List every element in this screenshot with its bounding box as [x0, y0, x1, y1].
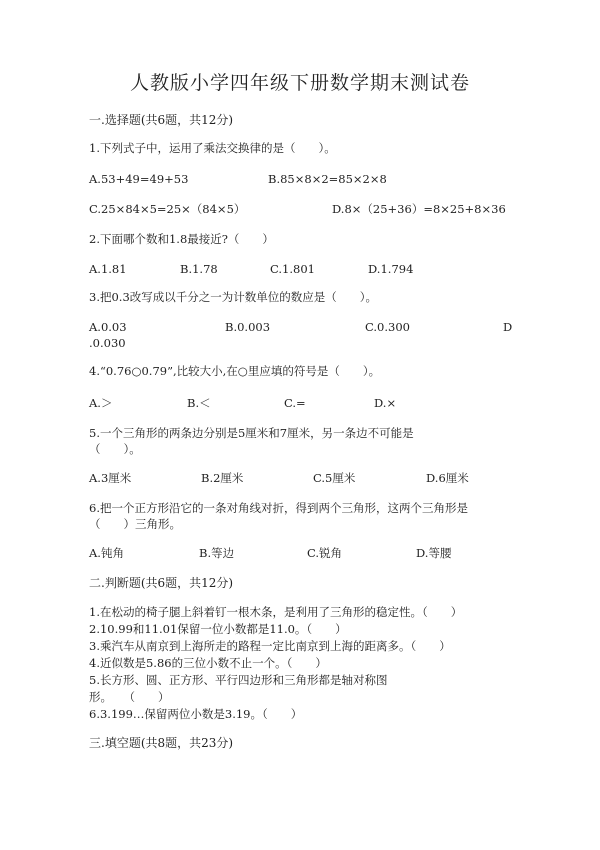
question-1-option-b: B.85×8×2=85×2×8 [268, 172, 387, 186]
question-2-option-d: D.1.794 [368, 262, 414, 276]
judgment-item-2: 2.10.99和11.01保留一位小数都是11.0。（ ） [89, 622, 347, 636]
question-4-stem: 4.“0.76○0.79”,比较大小,在○里应填的符号是（ ）。 [89, 364, 381, 378]
judgment-item-1: 1.在松动的椅子腿上斜着钉一根木条，是利用了三角形的稳定性。（ ） [89, 605, 463, 619]
question-4-option-a: A.＞ [89, 396, 113, 410]
page-title: 人教版小学四年级下册数学期末测试卷 [129, 72, 470, 94]
question-4-option-c: C.= [284, 396, 306, 410]
question-6-option-d: D.等腰 [416, 546, 452, 560]
question-5-option-c: C.5厘米 [313, 471, 356, 485]
judgment-item-5: 5.长方形、圆、正方形、平行四边形和三角形都是轴对称图 [89, 673, 388, 687]
question-5-stem-cont: （ ）。 [89, 442, 141, 456]
question-6-option-c: C.锐角 [307, 546, 343, 560]
question-3-option-b: B.0.003 [225, 320, 271, 334]
question-5-stem: 5.一个三角形的两条边分别是5厘米和7厘米，另一条边不可能是 [89, 426, 414, 440]
question-2-option-c: C.1.801 [270, 262, 315, 276]
question-5-option-b: B.2厘米 [201, 471, 244, 485]
section-heading-judgment: 二.判断题(共6题，共12分) [89, 576, 234, 590]
question-3-option-d: D [503, 320, 513, 334]
question-6-option-b: B.等边 [199, 546, 235, 560]
question-1-option-a: A.53+49=49+53 [89, 172, 189, 186]
question-6-option-a: A.钝角 [89, 546, 124, 560]
question-6-stem: 6.把一个正方形沿它的一条对角线对折，得到两个三角形，这两个三角形是 [89, 501, 468, 515]
question-4-option-d: D.× [374, 396, 397, 410]
question-3-option-a: A.0.03 [89, 320, 127, 334]
question-5-option-d: D.6厘米 [426, 471, 469, 485]
question-1-option-c: C.25×84×5=25×（84×5） [89, 202, 246, 216]
judgment-item-4: 4.近似数是5.86的三位小数不止一个。（ ） [89, 656, 327, 670]
question-3-option-d-wrap: .0.030 [89, 336, 126, 350]
question-1-option-d: D.8×（25+36）=8×25+8×36 [332, 202, 506, 216]
question-2-option-a: A.1.81 [89, 262, 127, 276]
question-6-stem-cont: （ ）三角形。 [89, 517, 181, 531]
section-heading-fill-blank: 三.填空题(共8题，共23分) [89, 736, 234, 750]
question-3-stem: 3.把0.3改写成以千分之一为计数单位的数应是（ ）。 [89, 290, 378, 304]
judgment-item-6: 6.3.199…保留两位小数是3.19。（ ） [89, 707, 303, 721]
judgment-item-5-cont: 形。 （ ） [89, 690, 170, 704]
question-1-stem: 1.下列式子中，运用了乘法交换律的是（ ）。 [89, 141, 336, 155]
section-heading-choice: 一.选择题(共6题，共12分) [89, 113, 234, 127]
judgment-item-3: 3.乘汽车从南京到上海所走的路程一定比南京到上海的距离多。（ ） [89, 639, 451, 653]
question-2-stem: 2.下面哪个数和1.8最接近?（ ） [89, 232, 274, 246]
question-2-option-b: B.1.78 [180, 262, 218, 276]
question-3-option-c: C.0.300 [365, 320, 410, 334]
question-5-option-a: A.3厘米 [89, 471, 132, 485]
question-4-option-b: B.＜ [187, 396, 211, 410]
